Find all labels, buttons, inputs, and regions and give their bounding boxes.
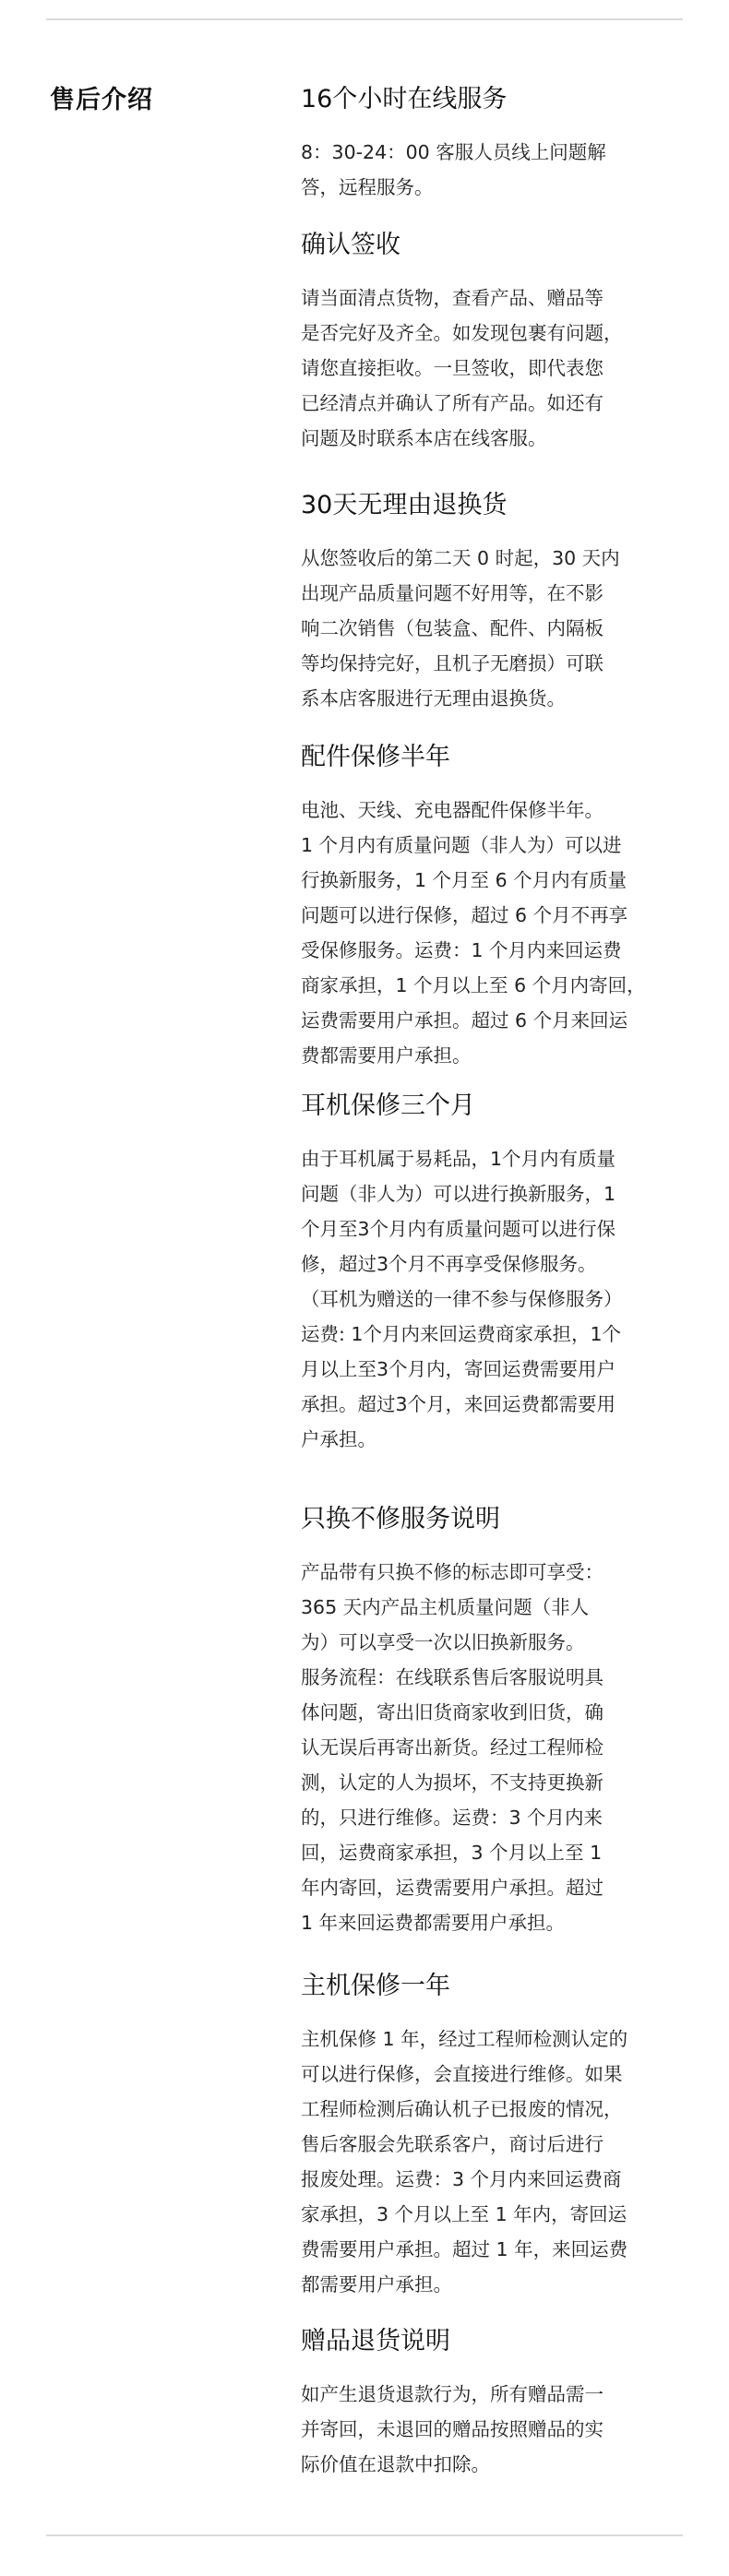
policy-text-line: 8：30-24：00 客服人员线上问题解	[301, 141, 606, 163]
policy-text-line: 户承担。	[301, 1428, 376, 1450]
policy-section	[301, 1970, 661, 2302]
policy-body	[301, 2377, 661, 2482]
policy-text-line: 主机保修 1 年，经过工程师检测认定的	[301, 2028, 628, 2050]
policy-text-line: 都需要用户承担。	[301, 2273, 452, 2296]
policy-text-line: 答，远程服务。	[301, 176, 434, 198]
policy-text-line: 家承担，3 个月以上至 1 年内，寄回运	[301, 2203, 627, 2225]
policy-text-line: 产品带有只换不修的标志即可享受：	[301, 1561, 604, 1583]
policy-text-line: 认无误后再寄出新货。经过工程师检	[301, 1736, 604, 1759]
policy-text-line: 回，运费商家承担，3 个月以上至 1	[301, 1842, 603, 1864]
policy-heading: 主机保修一年	[301, 1972, 450, 2000]
policy-text-line: 问题及时联系本店在线客服。	[301, 427, 547, 449]
policy-section	[301, 1090, 661, 1457]
policy-body	[301, 541, 661, 716]
policy-text-line: （耳机为赠送的一律不参与保修服务）	[301, 1288, 623, 1310]
policy-text-line: 体问题，寄出旧货商家收到旧货，确	[301, 1701, 604, 1723]
policy-text-line: 365 天内产品主机质量问题（非人	[301, 1596, 590, 1618]
policy-text-line: 电池、天线、充电器配件保修半年。	[301, 799, 604, 821]
policy-text-line: 1 个月内有质量问题（非人为）可以进	[301, 834, 622, 856]
policy-text-line: 为）可以享受一次以旧换新服务。	[301, 1631, 585, 1653]
policy-heading: 耳机保修三个月	[301, 1091, 475, 1120]
policy-text-line: 响二次销售（包装盒、配件、内隔板	[301, 617, 604, 639]
policy-text-line: 已经清点并确认了所有产品。如还有	[301, 392, 604, 414]
policy-text-line: 服务流程：在线联系售后客服说明具	[301, 1666, 604, 1688]
policy-heading: 只换不修服务说明	[301, 1505, 500, 1533]
policy-body	[301, 135, 661, 205]
policy-text-line: 报废处理。运费：3 个月内来回运费商	[301, 2168, 622, 2190]
policy-text-line: 测，认定的人为损坏，不支持更换新	[301, 1771, 604, 1794]
policy-text-line: 费需要用户承担。超过 1 年，来回运费	[301, 2238, 628, 2260]
policy-text-line: 修，超过3个月不再享受保修服务。	[301, 1253, 597, 1275]
policy-text-line: 系本店客服进行无理由退换货。	[301, 687, 566, 710]
policy-section	[301, 489, 661, 716]
policy-text-line: 行换新服务，1 个月至 6 个月内有质量	[301, 869, 627, 891]
policy-text-line: 问题可以进行保修，超过 6 个月不再享	[301, 904, 628, 926]
policy-text-line: 运费: 1个月内来回运费商家承担，1个	[301, 1323, 622, 1345]
policy-text-line: 年内寄回，运费需要用户承担。超过	[301, 1877, 604, 1899]
policy-heading: 30天无理由退换货	[301, 491, 508, 519]
policy-text-line: 是否完好及齐全。如发现包裹有问题，	[301, 322, 623, 344]
policy-text-line: 的，只进行维修。运费：3 个月内来	[301, 1807, 604, 1829]
policy-body	[301, 1555, 661, 1940]
policy-body	[301, 2021, 661, 2302]
policy-body	[301, 1141, 661, 1457]
policy-text-line: 际价值在退款中扣除。	[301, 2453, 490, 2475]
policy-heading: 赠品退货说明	[301, 2327, 450, 2355]
policy-section	[301, 229, 661, 456]
section-title-after-sales: 售后介绍	[50, 86, 153, 114]
policy-section	[301, 2325, 661, 2482]
policy-section	[301, 83, 661, 205]
policy-text-line: 商家承担，1 个月以上至 6 个月内寄回，	[301, 974, 646, 996]
policy-text-line: 请当面清点货物，查看产品、赠品等	[301, 287, 604, 309]
policy-heading: 配件保修半年	[301, 743, 450, 771]
policy-text-line: 并寄回，未退回的赠品按照赠品的实	[301, 2418, 604, 2440]
policy-text-line: 由于耳机属于易耗品，1个月内有质量	[301, 1148, 616, 1170]
policy-text-line: 费都需要用户承担。	[301, 1044, 472, 1067]
policy-text-line: 可以进行保修，会直接进行维修。如果	[301, 2063, 623, 2085]
policy-heading: 16个小时在线服务	[301, 85, 508, 113]
policy-text-line: 承担。超过3个月，来回运费都需要用	[301, 1393, 616, 1415]
policy-section	[301, 1503, 661, 1940]
policy-text-line: 月以上至3个月内，寄回运费需要用户	[301, 1358, 616, 1380]
policy-text-line: 1 年来回运费都需要用户承担。	[301, 1912, 566, 1934]
policy-text-line: 从您签收后的第二天 0 时起，30 天内	[301, 547, 620, 569]
policy-body	[301, 793, 661, 1073]
policy-text-line: 出现产品质量问题不好用等，在不影	[301, 582, 604, 604]
policy-text-line: 售后客服会先联系客户，商讨后进行	[301, 2133, 604, 2155]
policy-text-line: 受保修服务。运费：1 个月内来回运费	[301, 939, 622, 961]
policy-text-line: 等均保持完好，且机子无磨损）可联	[301, 652, 604, 674]
policy-text-line: 个月至3个月内有质量问题可以进行保	[301, 1218, 616, 1240]
policy-text-line: 请您直接拒收。一旦签收，即代表您	[301, 357, 604, 379]
policy-text-line: 问题（非人为）可以进行换新服务，1	[301, 1183, 616, 1205]
policy-text-line: 工程师检测后确认机子已报废的情况，	[301, 2098, 623, 2120]
top-divider	[46, 18, 683, 20]
policy-text-line: 如产生退货退款行为，所有赠品需一	[301, 2383, 604, 2405]
policy-section	[301, 741, 661, 1073]
policy-text-line: 运费需要用户承担。超过 6 个月来回运	[301, 1009, 628, 1032]
policy-heading: 确认签收	[301, 231, 400, 259]
bottom-divider	[46, 2534, 683, 2536]
policy-body	[301, 280, 661, 456]
